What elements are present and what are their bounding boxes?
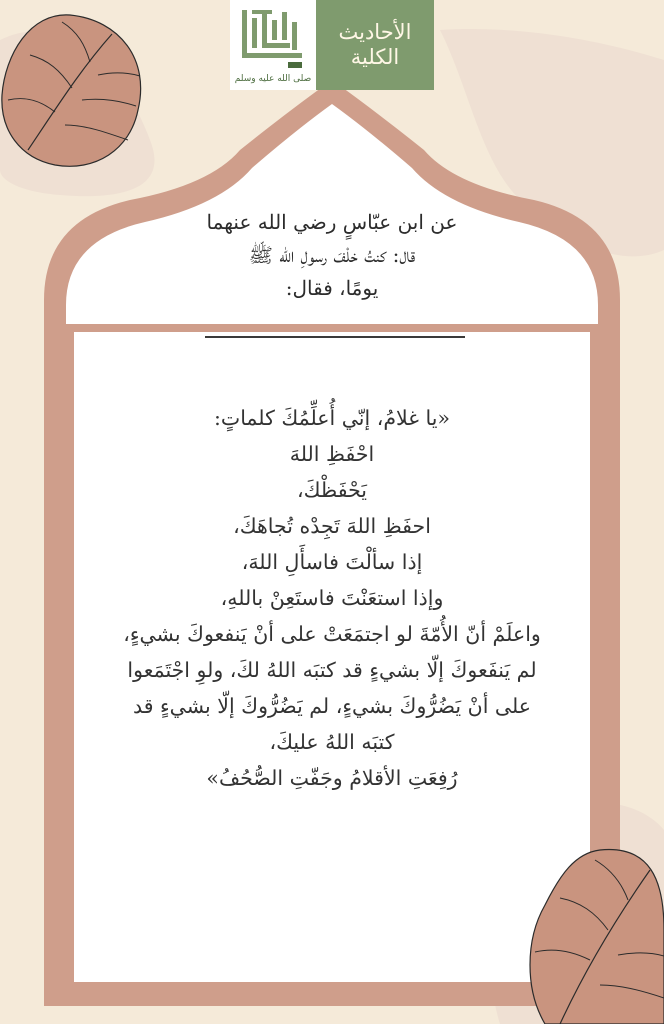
series-title: الأحاديث الكلية [338,20,412,69]
intro-line: يومًا، فقال: [285,276,379,300]
hadith-line: احفَظِ اللهَ تَجِدْه تُجاهَكَ، [233,514,431,538]
monstera-leaf-icon [2,15,141,166]
logo-caption: صلى الله عليه وسلم [234,74,312,84]
header-logos [230,0,434,90]
hadith-line: لم يَنفَعوكَ إلّا بشيءٍ قد كتبَه اللهُ لكَ، ولوِ اجْتَمَعوا [127,658,537,682]
intro-line: عن ابن عبّاسٍ رضي الله عنهما [206,210,458,234]
hadith-line: كتبَه اللهُ عليكَ، [269,730,395,754]
hadith-line: إذا سألْتَ فاسأَلِ اللهَ، [241,550,423,574]
hadith-line: وإذا استعَنْتَ فاستَعِنْ باللهِ، [220,586,444,610]
hadith-line: احْفَظِ اللهَ [289,442,375,466]
hadith-line: رُفِعَتِ الأقلامُ وجَفّتِ الصُّحُفُ» [206,766,458,790]
hadith-line: يَحْفَظْكَ، [296,478,368,502]
hadith-line: على أنْ يَضُرُّوكَ بشيءٍ، لم يَضُرُّوكَ إلّا بشيءٍ قد [132,694,532,718]
narration-intro [140,206,524,305]
intro-line: قال: كنتُ خلْفَ رسولِ الله ﷺ [248,243,416,267]
hadith-line: «يا غلامُ، إنّي أُعلِّمُكَ كلماتٍ: [213,406,450,430]
hadith-text [66,400,598,796]
hadith-line: واعلَمْ أنّ الأُمّةَ لو اجتمَعَتْ على أنْ يَنفعوكَ بشيءٍ، [123,622,541,646]
site-logo [230,0,316,90]
series-badge [316,0,434,90]
